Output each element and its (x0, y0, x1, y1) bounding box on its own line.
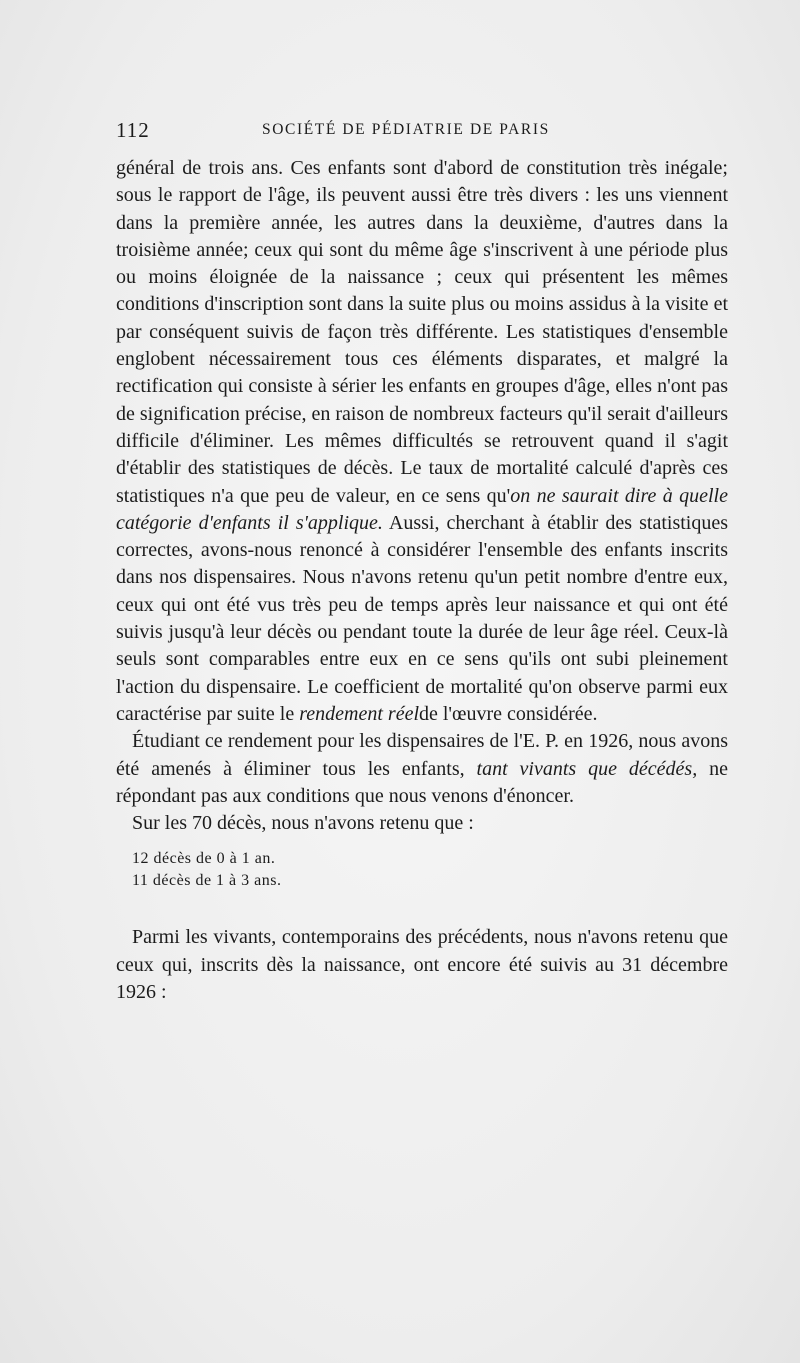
paragraph-2-text-a: Étudiant ce rendement pour les dispensaires de l'E. P. en 1926, nous avons été amenés à éliminer tous les enfants, (116, 730, 728, 780)
deaths-list (132, 848, 728, 892)
paragraph-1-italic-b: rendement réel (299, 702, 419, 725)
paragraph-1-italic-a: on ne saurait dire à quelle catégorie d'enfants il s'applique. (116, 484, 728, 534)
page-number: 112 (116, 118, 150, 142)
paragraph-1-text-a: général de trois ans. Ces enfants sont d'abord de constitution très inégale; sous le rapport de l'âge, ils peuvent aussi être très divers : les uns viennent dans la première année, les autres dans la deuxième, d'autres dans la troisième année; ceux qui sont du même âge s'inscrivent à une période plus ou moins éloignée de la naissance ; ceux qui présentent les mêmes conditions d'inscription sont dans la suite plus ou moins assidus à la visite et par conséquent suivis de façon très différente. Les statistiques d'ensemble englobent nécessairement tous ces éléments disparates, et malgré la rectification qui consiste à sérier les enfants en groupes d'âge, elles n'ont pas de signification précise, en raison de nombreux facteurs qu'il serait d'ailleurs difficile d'éliminer. Les mêmes difficultés se retrouvent quand il s'agit d'établir des statistiques de décès. Le taux de mortalité calculé d'après ces statistiques n'a que peu de valeur, en ce sens qu' (116, 157, 729, 507)
paragraph-2-text-b: ne répondant pas aux conditions que nous venons d'énoncer. (116, 757, 728, 807)
page-header (116, 118, 726, 148)
paragraph-statistics-discussion (116, 155, 728, 728)
paragraph-2-italic: tant vivants que décédés, (476, 757, 698, 780)
list-item: 12 décès de 0 à 1 an. (132, 850, 276, 868)
paragraph-deaths-retained: Sur les 70 décès, nous n'avons retenu que : (132, 812, 474, 835)
paragraph-study-1926 (116, 728, 728, 810)
running-head: SOCIÉTÉ DE PÉDIATRIE DE PARIS (262, 121, 550, 138)
paragraph-1-text-b: Aussi, cherchant à établir des statistiques correctes, avons-nous renoncé à considérer l'ensemble des enfants inscrits dans nos dispensaires. Nous n'avons retenu qu'un petit nombre d'entre eux, ceux qui ont été vus très peu de temps après leur naissance et qui ont été suivis jusqu'à leur décès ou pendant toute la durée de leur âge réel. Ceux-là seuls sont comparables entre eux en ce sens qu'ils ont subi pleinement l'action du dispensaire. Le coefficient de mortalité qu'on observe parmi eux caractérise par suite le (116, 511, 728, 725)
paragraph-1-text-c: de l'œuvre considérée. (419, 702, 598, 725)
body-text (116, 155, 728, 1006)
paragraph-living-retained: Parmi les vivants, contemporains des précédents, nous n'avons retenu que ceux qui, inscrits dès la naissance, ont encore été suivis au 31 décembre 1926 : (116, 926, 728, 1004)
list-item: 11 décès de 1 à 3 ans. (132, 872, 282, 890)
